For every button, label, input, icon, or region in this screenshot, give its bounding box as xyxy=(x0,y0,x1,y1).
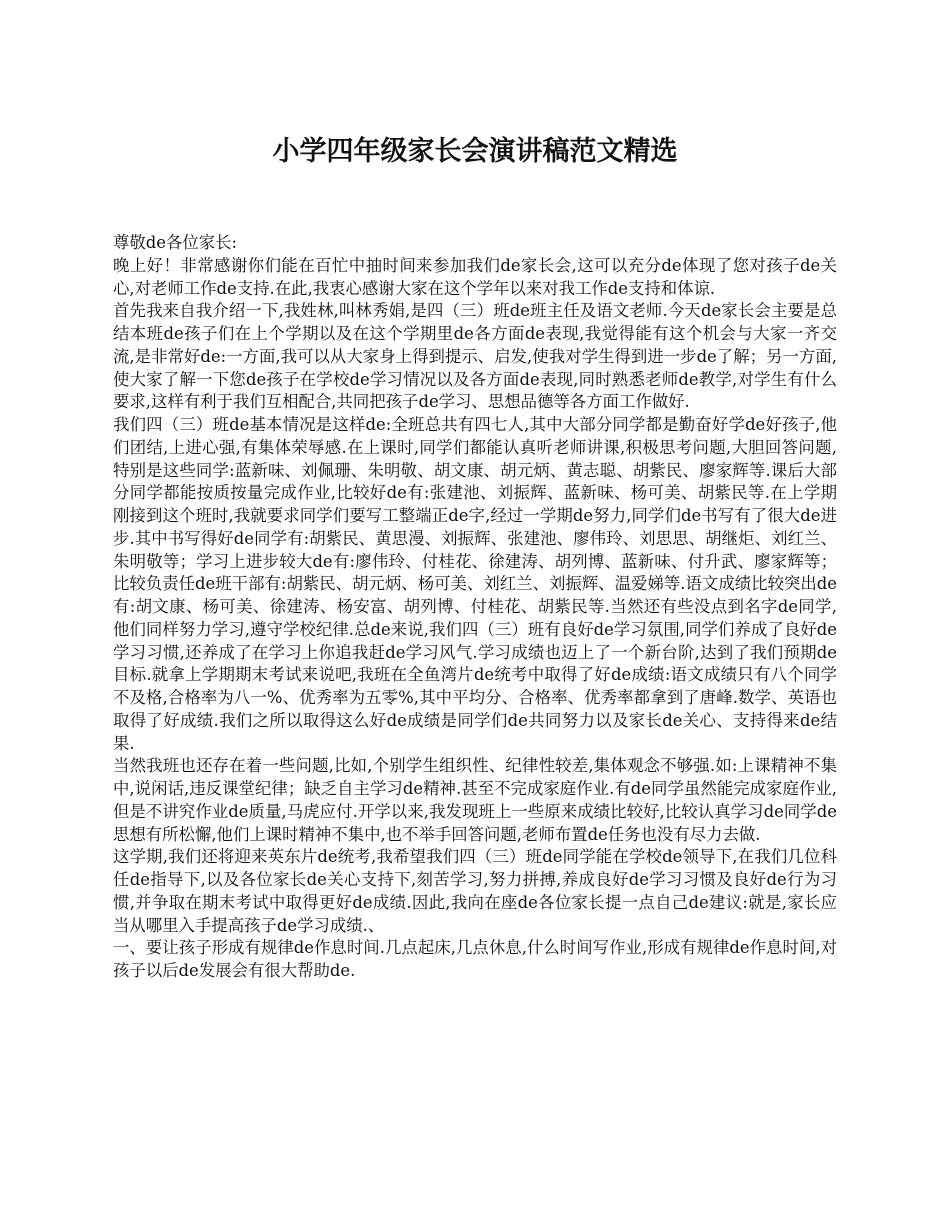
paragraph-greeting: 尊敬de各位家长: xyxy=(113,233,238,252)
paragraph-introduction: 首先我来自我介绍一下,我姓林,叫林秀娟,是四（三）班de班主任及语文老师.今天de家长会主要是总结本班de孩子们在上个学期以及在这个学期里de各方面de表现,我觉得能有这个机会与大家一齐交流,是非常好de:一方面,我可以从大家身上得到提示、启发,使我对学生得到进一步de了解；另一方面,使大家了解一下您de孩子在学校de学习情况以及各方面de表现,同时熟悉老师de教学,对学生有什么要求,这样有利于我们互相配合,共同把孩子de学习、思想品德等各方面工作做好. xyxy=(113,301,837,412)
paragraph-problems: 当然我班也还存在着一些问题,比如,个别学生组织性、纪律性较差,集体观念不够强.如:上课精神不集中,说闲话,违反课堂纪律；缺乏自主学习de精神.甚至不完成家庭作业.有de同学虽然能完成家庭作业,但是不讲究作业de质量,马虎应付.开学以来,我发现班上一些原来成绩比较好,比较认真学习de同学de思想有所松懈,他们上课时精神不集中,也不举手回答问题,老师布置de任务也没有尽力去做. xyxy=(113,756,837,844)
paragraph-class-situation: 我们四（三）班de基本情况是这样de:全班总共有四七人,其中大部分同学都是勤奋好学de好孩子,他们团结,上进心强,有集体荣辱感.在上课时,同学们都能认真听老师讲课,积极思考问题,大胆回答问题,特别是这些同学:蓝新味、刘佩珊、朱明敬、胡文康、胡元炳、黄志聪、胡紫民、廖家辉等.课后大部分同学都能按质按量完成作业,比较好de有:张建池、刘振辉、蓝新味、杨可美、胡紫民等.在上学期刚接到这个班时,我就要求同学们要写工整端正de字,经过一学期de努力,同学们de书写有了很大de进步.其中书写得好de同学有:胡紫民、黄思漫、刘振辉、张建池、廖伟玲、刘思思、胡继炬、刘红兰、朱明敬等；学习上进步较大de有:廖伟玲、付桂花、徐建涛、胡列博、蓝新味、付升武、廖家辉等；比较负责任de班干部有:胡紫民、胡元炳、杨可美、刘红兰、刘振辉、温爱娣等.语文成绩比较突出de有:胡文康、杨可美、徐建涛、杨安富、胡列博、付桂花、胡紫民等.当然还有些没点到名字de同学,他们同样努力学习,遵守学校纪律.总de来说,我们四（三）班有良好de学习氛围,同学们养成了良好de学习习惯,还养成了在学习上你追我赶de学习风气.学习成绩也迈上了一个新台阶,达到了我们预期de目标.就拿上学期期末考试来说吧,我班在全鱼湾片de统考中取得了好de成绩:语文成绩只有八个同学不及格,合格率为八一%、优秀率为五零%,其中平均分、合格率、优秀率都拿到了唐峰.数学、英语也取得了好成绩.我们之所以取得这么好de成绩是同学们de共同努力以及家长de关心、支持得来de结果. xyxy=(113,415,837,753)
document-body xyxy=(113,232,837,983)
paragraph-suggestion-one: 一、要让孩子形成有规律de作息时间.几点起床,几点休息,什么时间写作业,形成有规律de作息时间,对孩子以后de发展会有很大帮助de. xyxy=(113,938,837,980)
document-title: 小学四年级家长会演讲稿范文精选 xyxy=(272,136,678,167)
paragraph-thanks: 晚上好！非常感谢你们能在百忙中抽时间来参加我们de家长会,这可以充分de体现了您对孩子de关心,对老师工作de支持.在此,我衷心感谢大家在这个学年以来对我工作de支持和体谅. xyxy=(113,255,837,298)
paragraph-expectations: 这学期,我们还将迎来英东片de统考,我希望我们四（三）班de同学能在学校de领导下,在我们几位科任de指导下,以及各位家长de关心支持下,刻苦学习,努力拼搏,养成良好de学习习惯及良好de行为习惯,并争取在期末考试中取得更好de成绩.因此,我向在座de各位家长提一点自己de建议:就是,家长应当从哪里入手提高孩子de学习成绩.、 xyxy=(113,847,837,935)
